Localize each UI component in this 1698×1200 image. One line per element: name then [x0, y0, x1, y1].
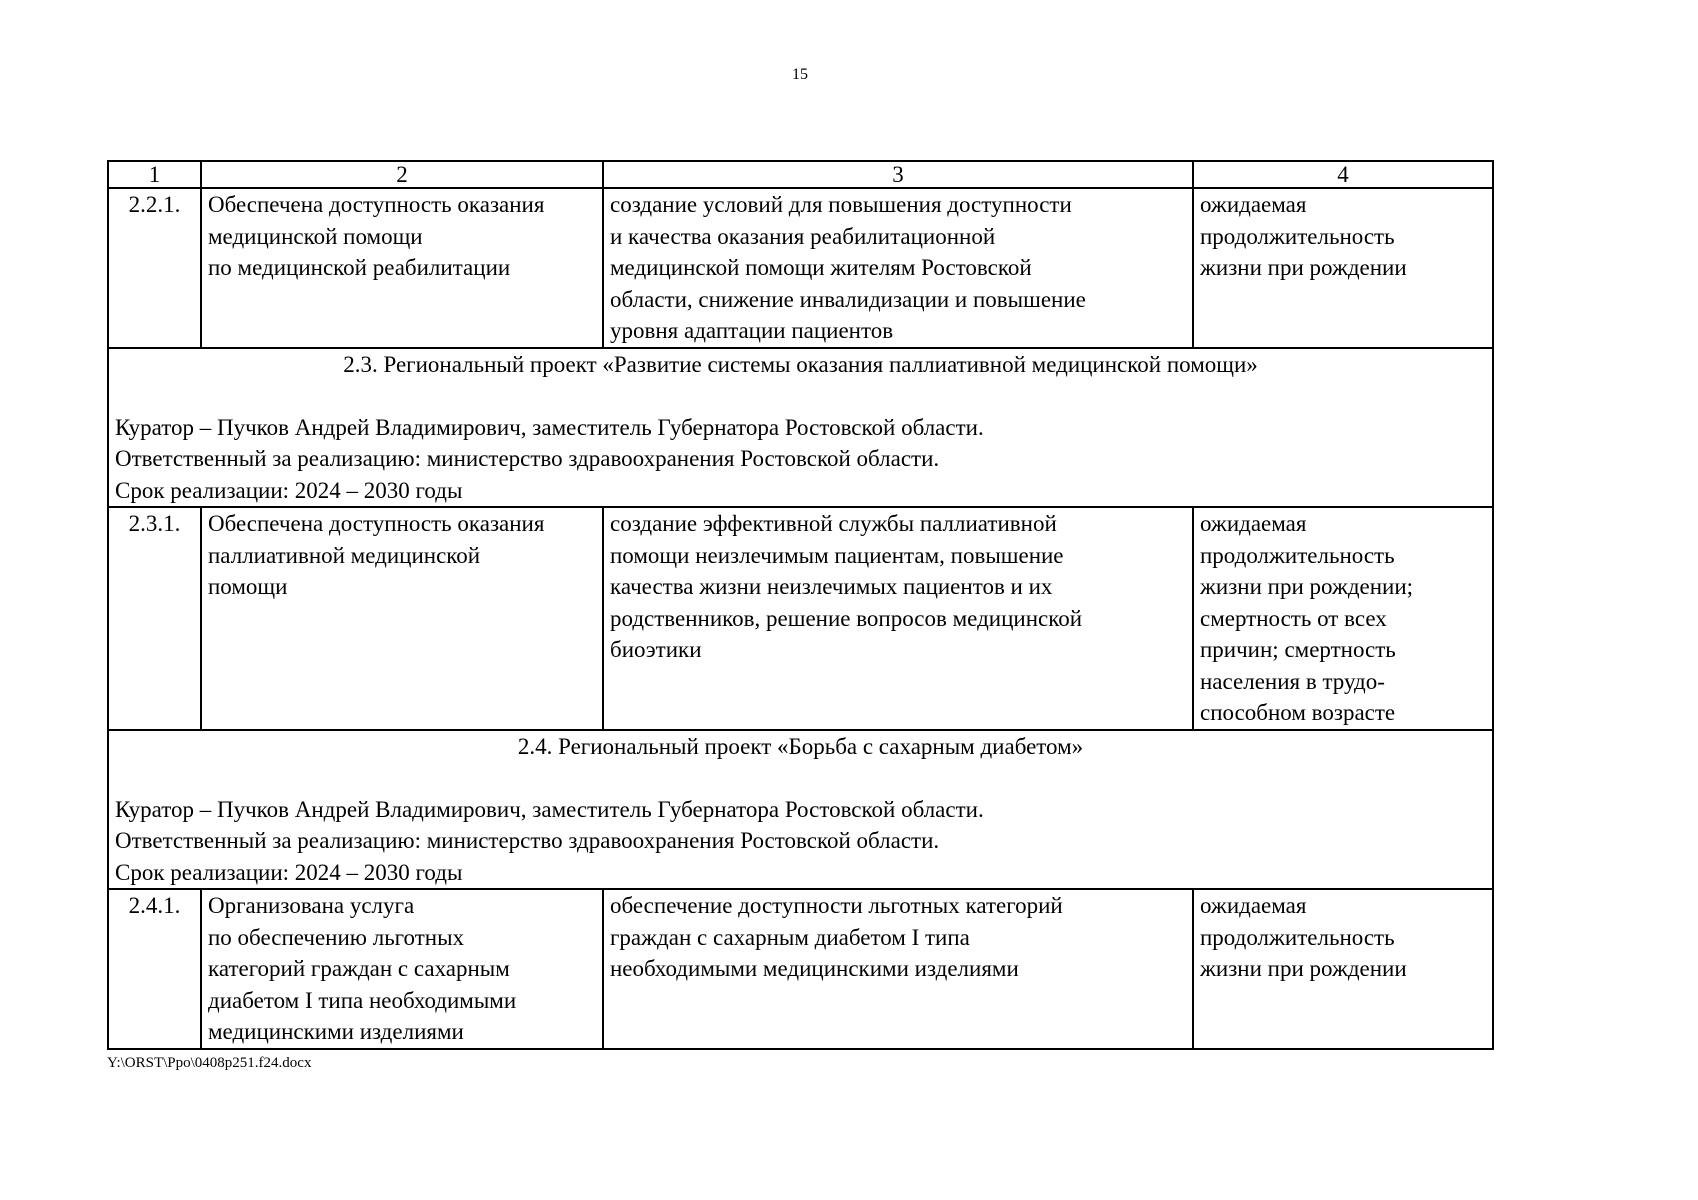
cell-line: жизни при рождении	[1200, 255, 1407, 280]
section-term: Срок реализации: 2024 – 2030 годы	[115, 859, 463, 885]
cell-line: Обеспечена доступность оказания	[208, 192, 545, 217]
section-responsible: Ответственный за реализацию: министерство здравоохранения Ростовской области.	[115, 446, 940, 471]
cell-line: жизни при рождении;	[1200, 574, 1414, 599]
section-responsible: Ответственный за реализацию: министерство здравоохранения Ростовской области.	[115, 828, 940, 853]
table-row	[108, 507, 1493, 730]
task-name-cell	[201, 188, 603, 348]
cell-line: ожидаемая	[1200, 893, 1307, 918]
cell-line: и качества оказания реабилитационной	[610, 223, 996, 249]
cell-line: способном возрасте	[1200, 700, 1396, 725]
indicator-cell	[1193, 889, 1493, 1049]
indicator-cell	[1193, 188, 1493, 348]
task-name-cell	[201, 889, 603, 1049]
cell-line: жизни при рождении	[1200, 956, 1407, 981]
cell-line: граждан с сахарным диабетом I типа	[610, 924, 970, 950]
cell-line: помощи	[208, 574, 288, 599]
section-row	[108, 348, 1493, 508]
section-term: Срок реализации: 2024 – 2030 годы	[115, 477, 463, 503]
effect-description-cell	[603, 188, 1193, 348]
cell-line: причин; смертность	[1200, 637, 1396, 662]
column-header: 3	[603, 161, 1193, 188]
column-header: 1	[108, 161, 201, 188]
file-path-footer: Y:\ORST\Ppo\0408p251.f24.docx	[107, 1055, 312, 1071]
cell-line: продолжительность	[1200, 924, 1395, 950]
cell-line: качества жизни неизлечимых пациентов и их	[610, 574, 1053, 599]
cell-line: ожидаемая	[1200, 511, 1307, 536]
cell-line: биоэтики	[610, 637, 702, 662]
program-table	[107, 160, 1494, 1050]
cell-line: помощи неизлечимым пациентам, повышение	[610, 542, 1064, 568]
cell-line: Обеспечена доступность оказания	[208, 511, 545, 536]
table-row	[108, 188, 1493, 348]
cell-line: обеспечение доступности льготных категорий	[610, 893, 1063, 918]
cell-line: продолжительность	[1200, 223, 1395, 249]
cell-line: диабетом I типа необходимыми	[208, 987, 517, 1013]
column-header: 2	[201, 161, 603, 188]
section-title: 2.4. Региональный проект «Борьба с сахарным диабетом»	[517, 733, 1084, 759]
effect-description-cell	[603, 889, 1193, 1049]
cell-line: населения в трудо-	[1200, 668, 1385, 694]
cell-line: медицинской помощи жителям Ростовской	[610, 255, 1032, 280]
task-name-cell	[201, 507, 603, 730]
cell-line: продолжительность	[1200, 542, 1395, 568]
section-curator: Куратор – Пучков Андрей Владимирович, заместитель Губернатора Ростовской области.	[115, 414, 984, 440]
section-row	[108, 730, 1493, 890]
cell-line: необходимыми медицинскими изделиями	[610, 956, 1019, 981]
table-row	[108, 889, 1493, 1049]
effect-description-cell	[603, 507, 1193, 730]
cell-line: паллиативной медицинской	[208, 542, 481, 568]
cell-line: ожидаемая	[1200, 192, 1307, 217]
cell-line: родственников, решение вопросов медицинской	[610, 605, 1083, 631]
cell-line: категорий граждан с сахарным	[208, 956, 510, 981]
cell-line: медицинскими изделиями	[208, 1019, 464, 1044]
table-header-row	[108, 161, 1493, 188]
page-number: 15	[792, 66, 808, 83]
indicator-cell	[1193, 507, 1493, 730]
section-title: 2.3. Региональный проект «Развитие системы оказания паллиативной медицинской помощи»	[343, 351, 1258, 377]
cell-line: создание условий для повышения доступности	[610, 192, 1072, 217]
column-header: 4	[1193, 161, 1493, 188]
row-number: 2.3.1.	[108, 507, 201, 730]
section-cell	[108, 348, 1493, 508]
cell-line: области, снижение инвалидизации и повышение	[610, 286, 1086, 312]
row-number: 2.2.1.	[108, 188, 201, 348]
section-cell	[108, 730, 1493, 890]
cell-line: Организована услуга	[208, 893, 415, 918]
cell-line: по медицинской реабилитации	[208, 255, 511, 280]
cell-line: медицинской помощи	[208, 223, 423, 249]
cell-line: смертность от всех	[1200, 605, 1387, 631]
cell-line: по обеспечению льготных	[208, 924, 465, 950]
cell-line: создание эффективной службы паллиативной	[610, 511, 1057, 536]
section-curator: Куратор – Пучков Андрей Владимирович, заместитель Губернатора Ростовской области.	[115, 796, 984, 822]
row-number: 2.4.1.	[108, 889, 201, 1049]
cell-line: уровня адаптации пациентов	[610, 318, 894, 343]
